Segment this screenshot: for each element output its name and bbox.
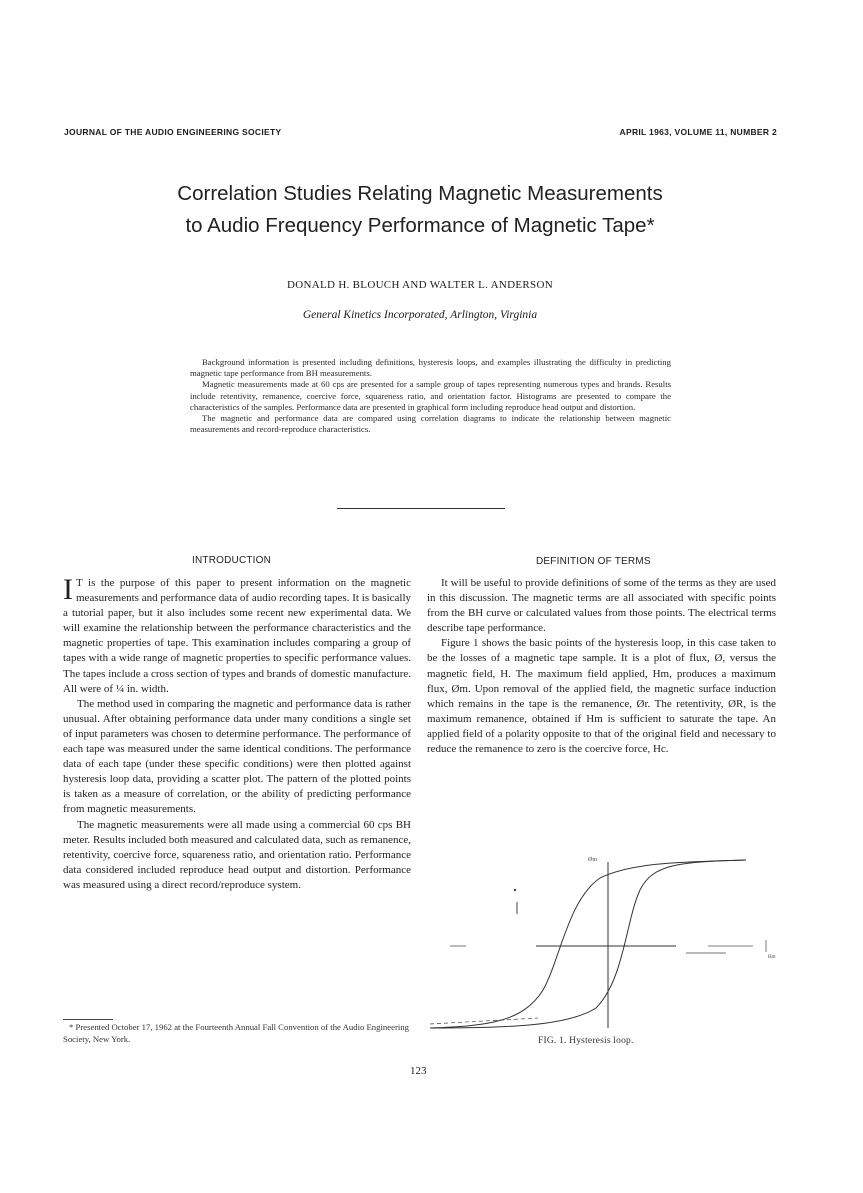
affiliation: General Kinetics Incorporated, Arlington, Virginia [302, 309, 538, 321]
abstract-paragraph: Background information is presented including definitions, hysteresis loops, and examples illustrating the difficulty in predicting magnetic tape performance from BH measurements. [190, 357, 671, 379]
hysteresis-loop-diagram [428, 850, 778, 1030]
title-line-1: Correlation Studies Relating Magnetic Measurements [177, 182, 663, 205]
introduction-column [63, 573, 411, 893]
definitions-paragraph: Figure 1 shows the basic points of the hysteresis loop, in this case taken to be the losses of a magnetic tape sample. It is a plot of flux, Ø, versus the magnetic field, H. The maximum field applied, Hm, produces a maximum flux, Øm. Upon removal of the applied field, the magnetic surface induction which remains in the tape is the remanence, Ør. The retentivity, ØR, is the maximum remanence, obtained if Hm is sufficient to saturate the tape. An applied field of a polarity opposite to that of the original field and necessary to reduce the remanence to zero is the coercive force, Hc. [427, 637, 776, 756]
drop-cap: I [63, 573, 73, 606]
introduction-heading: INTRODUCTION [192, 555, 272, 566]
figure-caption: FIG. 1. Hysteresis loop. [538, 1036, 634, 1046]
page-number: 123 [410, 1065, 427, 1077]
paper-title [60, 178, 780, 242]
footnote-rule [63, 1019, 113, 1020]
intro-paragraph-text: T is the purpose of this paper to present information on the magnetic measurements and performance data of audio recording tapes. It is basically a tutorial paper, but it also includes some recent new experimental data. We will examine the relationship between the performance characteristics and the magnetic properties of tape. This examination includes comparing a group of tapes with a wide range of magnetic properties to specific performance values. The tapes include a cross section of types and brands of domestic manufacture. All were of ¼ in. width. [63, 577, 411, 695]
abstract-paragraph: Magnetic measurements made at 60 cps are presented for a sample group of tapes representing numerous types and brands. Results include retentivity, remanence, coercive force, squareness ratio, and orientation factor. Histograms are presented to compare the characteristics of the samples. Performance data are presented in graphical form including reproduce head output and distortion. [190, 379, 671, 412]
definitions-heading: DEFINITION OF TERMS [536, 556, 651, 567]
phi-marker-dot [514, 889, 516, 891]
hysteresis-loop-figure [428, 850, 778, 1030]
descending-branch [430, 860, 746, 1028]
phi-m-label: Øm [588, 857, 597, 863]
definitions-paragraph: It will be useful to provide definitions of some of the terms as they are used in this discussion. The magnetic terms are all associated with specific points from the BH curve or calculated values from those points. The electrical terms describe tape performance. [427, 577, 776, 635]
footnote: * Presented October 17, 1962 at the Fourteenth Annual Fall Convention of the Audio Engineering Society, New York. [63, 1022, 409, 1044]
ascending-branch [430, 860, 746, 1028]
initial-curve [430, 1018, 538, 1024]
intro-paragraph: The magnetic measurements were all made using a commercial 60 cps BH meter. Results included both measured and calculated data, such as remanence, retentivity, coercive force, squareness ratio, and orientation ratio. Performance data considered included reproduce head output and distortion. Performance was measured using a direct record/reproduce system. [63, 818, 411, 891]
intro-paragraph [63, 573, 411, 697]
abstract-paragraph: The magnetic and performance data are compared using correlation diagrams to indicate the relationship between magnetic measurements and record-reproduce characteristics. [190, 413, 671, 435]
hm-label: Hm [768, 955, 776, 960]
section-divider [337, 508, 505, 509]
definitions-column [427, 576, 776, 757]
abstract [190, 357, 671, 435]
title-line-2: to Audio Frequency Performance of Magnetic Tape* [185, 214, 655, 237]
authors: DONALD H. BLOUCH AND WALTER L. ANDERSON [287, 279, 553, 291]
intro-paragraph: The method used in comparing the magnetic and performance data is rather unusual. After obtaining performance data under many conditions a single set of input parameters was chosen to determine performance. The performance of each tape was measured under the same identical conditions. The performance data of each tape (under these specific conditions) were then plotted against hysteresis loop data, providing a scatter plot. The pattern of the plotted points is taken as a measure of correlation, or the ability of predicting performance from magnetic measurements. [63, 697, 411, 816]
issue-info: APRIL 1963, VOLUME 11, NUMBER 2 [619, 127, 777, 137]
journal-name: JOURNAL OF THE AUDIO ENGINEERING SOCIETY [64, 127, 282, 137]
